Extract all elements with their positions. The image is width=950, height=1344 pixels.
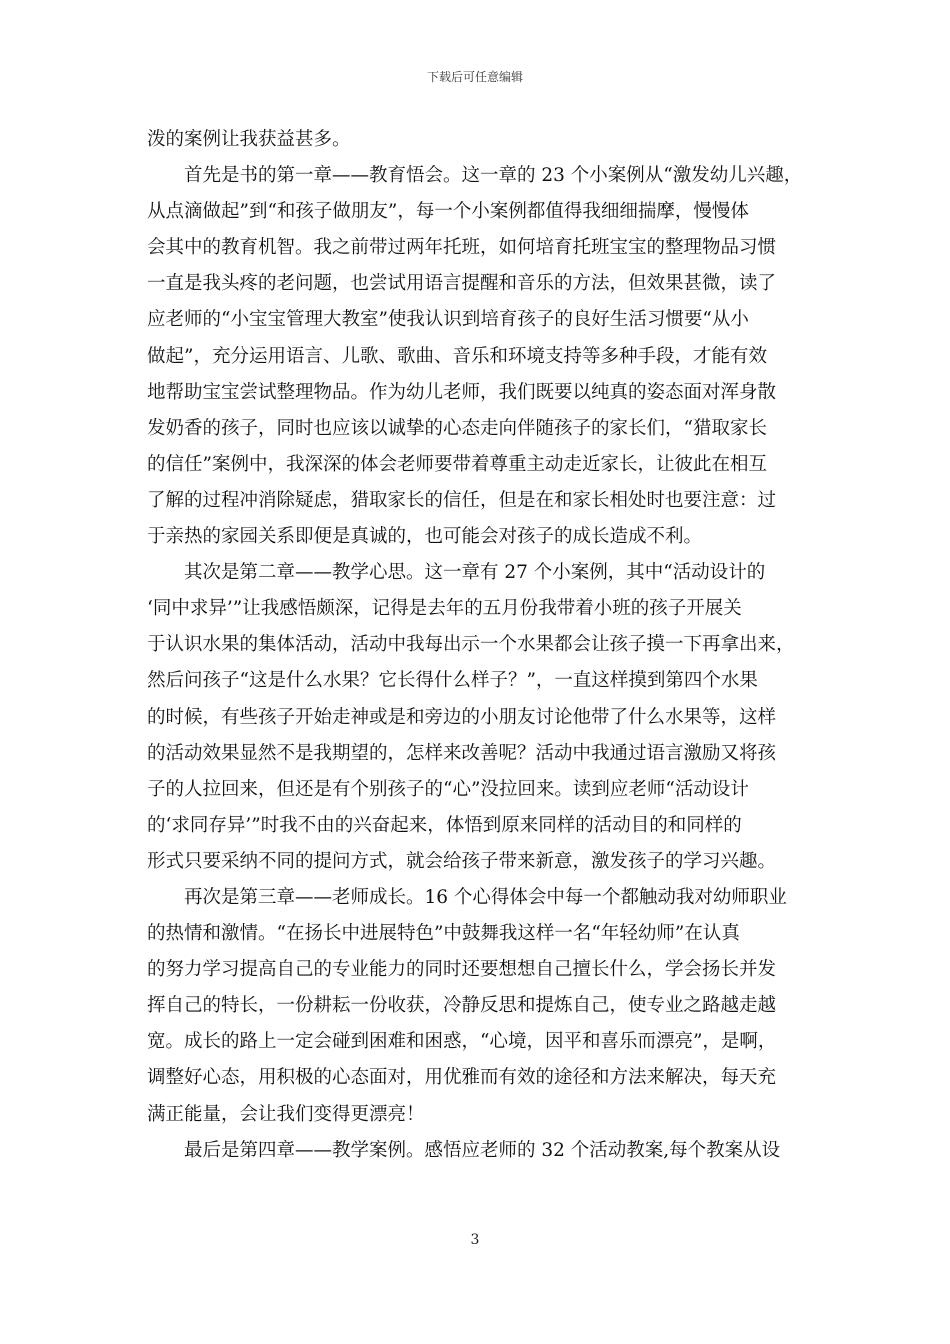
text-line: 调整好心态，用积极的心态面对，用优雅而有效的途径和方法来解决，每天充 <box>147 1067 777 1089</box>
page-number: 3 <box>470 1232 480 1248</box>
text-line: 泼的案例让我获益甚多。 <box>147 129 351 150</box>
text-line: 于亲热的家园关系即便是真诚的，也可能会对孩子的成长造成不利。 <box>147 526 703 548</box>
text-line: 形式只要采纳不同的提问方式，就会给孩子带来新意，激发孩子的学习兴趣。 <box>147 850 777 872</box>
text-line: 应老师的“小宝宝管理大教室”使我认识到培育孩子的良好生活习惯要“从小 <box>147 309 749 331</box>
text-line: 的努力学习提高自己的专业能力的同时还要想想自己擅长什么，学会扬长并发 <box>147 959 777 981</box>
text-line: 子的人拉回来，但还是有个别孩子的“心”没拉回来。读到应老师“活动设计 <box>147 778 749 800</box>
text-line: 再次是第三章——老师成长。16 个心得体会中每一个都触动我对幼师职业 <box>184 886 787 908</box>
text-line: 然后问孩子“这是什么水果？它长得什么样子？”，一直这样摸到第四个水果 <box>147 670 758 692</box>
text-line: 首先是书的第一章——教育悟会。这一章的 23 个小案例从“激发幼儿兴趣， <box>184 165 803 187</box>
text-line: 最后是第四章——教学案例。感悟应老师的 32 个活动教案,每个教案从设 <box>184 1139 781 1161</box>
text-line: 的信任”案例中，我深深的体会老师要带着尊重主动走近家长，让彼此在相互 <box>147 453 767 475</box>
text-line: 发奶香的孩子，同时也应该以诚挚的心态走向伴随孩子的家长们，“猎取家长 <box>147 417 767 439</box>
text-line: 的‘求同存异’”时我不由的兴奋起来，体悟到原来同样的活动目的和同样的 <box>147 814 742 836</box>
text-line: 其次是第二章——教学心思。这一章有 27 个小案例，其中“活动设计的 <box>184 562 766 584</box>
text-line: 挥自己的特长，一份耕耘一份收获，冷静反思和提炼自己，使专业之路越走越 <box>147 995 777 1017</box>
text-line: 于认识水果的集体活动，活动中我每出示一个水果都会让孩子摸一下再拿出来， <box>147 634 795 656</box>
page-header: 下载后可任意编辑 <box>426 70 523 84</box>
text-line: 一直是我头疼的老问题，也尝试用语言提醒和音乐的方法，但效果甚微，读了 <box>147 273 777 295</box>
text-line: 满正能量，会让我们变得更漂亮！ <box>147 1103 425 1125</box>
text-line: 的热情和激情。“在扬长中进展特色”中鼓舞我这样一名“年轻幼师”在认真 <box>147 923 740 945</box>
text-line: 的活动效果显然不是我期望的，怎样来改善呢？活动中我通过语言激励又将孩 <box>147 742 777 764</box>
text-line: 了解的过程冲消除疑虑，猎取家长的信任，但是在和家长相处时也要注意：过 <box>147 489 777 511</box>
body-text <box>147 122 807 1169</box>
text-line: ‘同中求异’”让我感悟颇深，记得是去年的五月份我带着小班的孩子开展关 <box>147 598 742 620</box>
text-line: 地帮助宝宝尝试整理物品。作为幼儿老师，我们既要以纯真的姿态面对浑身散 <box>147 381 777 403</box>
text-line: 从点滴做起”到“和孩子做朋友”，每一个小案例都值得我细细揣摩，慢慢体 <box>147 201 749 223</box>
text-line: 宽。成长的路上一定会碰到困难和困惑，“心境，因平和喜乐而漂亮”，是啊， <box>147 1031 777 1053</box>
text-line: 的时候，有些孩子开始走神或是和旁边的小朋友讨论他带了什么水果等，这样 <box>147 706 777 728</box>
text-line: 做起”，充分运用语言、儿歌、歌曲、音乐和环境支持等多种手段，才能有效 <box>147 345 767 367</box>
text-line: 会其中的教育机智。我之前带过两年托班，如何培育托班宝宝的整理物品习惯 <box>147 237 777 259</box>
